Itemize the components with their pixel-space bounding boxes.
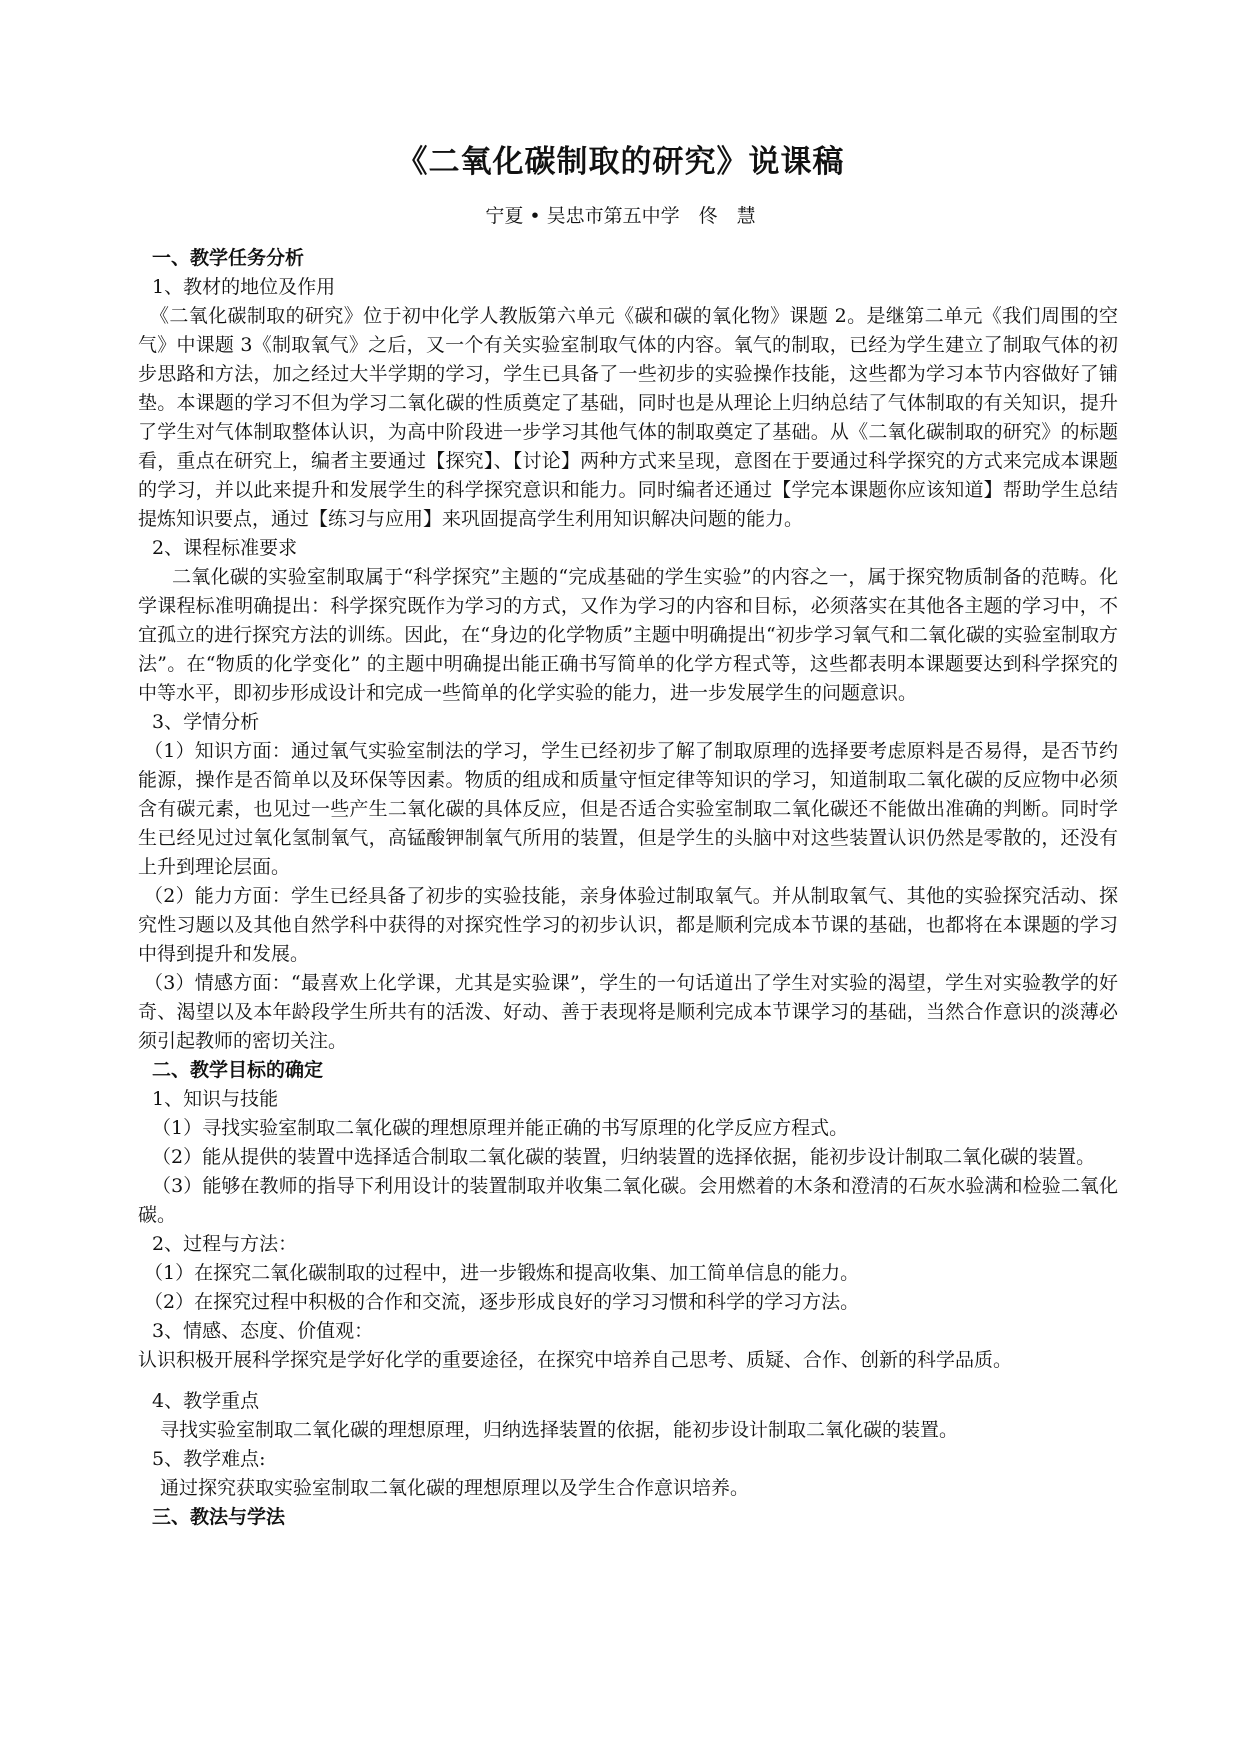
spacer: [138, 1375, 1118, 1387]
section-heading: 二、教学目标的确定: [152, 1059, 324, 1081]
subsection-heading: 2、课程标准要求: [152, 537, 298, 559]
author-line: 宁夏 • 吴忠市第五中学 佟 慧: [485, 205, 756, 227]
subsection-heading: 5、教学难点:: [152, 1448, 266, 1470]
paragraph: （3）情感方面：“最喜欢上化学课，尤其是实验课”，学生的一句话道出了学生对实验的渴望，学生对实验教学的好奇、渴望以及本年龄段学生所共有的活泼、好动、善于表现将是顺利完成本节课学习的基础，当然合作意识的淡薄必须引起教师的密切关注。: [138, 972, 1118, 1052]
subsection-heading: 2、过程与方法：: [152, 1233, 298, 1255]
subsection-heading: 1、教材的地位及作用: [152, 276, 336, 298]
subsection-heading: 3、情感、态度、价值观：: [152, 1320, 374, 1342]
paragraph: （2）能力方面：学生已经具备了初步的实验技能，亲身体验过制取氧气。并从制取氧气、其他的实验探究活动、探究性习题以及其他自然学科中获得的对探究性学习的初步认识，都是顺利完成本节课的基础，也都将在本课题的学习中得到提升和发展。: [138, 885, 1118, 965]
paragraph: 《二氧化碳制取的研究》位于初中化学人教版第六单元《碳和碳的氧化物》课题 2。是继第二单元《我们周围的空气》中课题 3《制取氧气》之后，又一个有关实验室制取气体的内容。氧气的制取，已经为学生建立了制取气体的初步思路和方法，加之经过大半学期的学习，学生已具备了一些初步的实验操作技能，这些都为学习本节内容做好了铺垫。本课题的学习不但为学习二氧化碳的性质奠定了基础，同时也是从理论上归纳总结了气体制取的有关知识，提升了学生对气体制取整体认识，为高中阶段进一步学习其他气体的制取奠定了基础。从《二氧化碳制取的研究》的标题看，重点在研究上，编者主要通过【探究】、【讨论】两种方式来呈现，意图在于要通过科学探究的方式来完成本课题的学习，并以此来提升和发展学生的科学探究意识和能力。同时编者还通过【学完本课题你应该知道】帮助学生总结提炼知识要点，通过【练习与应用】来巩固提高学生利用知识解决问题的能力。: [138, 305, 1118, 530]
paragraph: 二氧化碳的实验室制取属于“科学探究”主题的“完成基础的学生实验”的内容之一，属于探究物质制备的范畴。化学课程标准明确提出：科学探究既作为学习的方式，又作为学习的内容和目标，必须落实在其他各主题的学习中，不宜孤立的进行探究方法的训练。因此，在“身边的化学物质”主题中明确提出“初步学习氧气和二氧化碳的实验室制取方法”。在“物质的化学变化” 的主题中明确提出能正确书写简单的化学方程式等，这些都表明本课题要达到科学探究的中等水平，即初步形成设计和完成一些简单的化学实验的能力，进一步发展学生的问题意识。: [138, 566, 1118, 704]
document-body: [138, 244, 1118, 1532]
document-title: 《二氧化碳制取的研究》说课稿: [396, 144, 845, 180]
subsection-heading: 4、教学重点: [152, 1390, 260, 1412]
section-heading: 一、教学任务分析: [152, 247, 305, 269]
paragraph: （1）知识方面：通过氧气实验室制法的学习，学生已经初步了解了制取原理的选择要考虑原料是否易得，是否节约能源，操作是否简单以及环保等因素。物质的组成和质量守恒定律等知识的学习，知道制取二氧化碳的反应物中必须含有碳元素，也见过一些产生二氧化碳的具体反应，但是否适合实验室制取二氧化碳还不能做出准确的判断。同时学生已经见过过氧化氢制氧气，高锰酸钾制氧气所用的装置，但是学生的头脑中对这些装置认识仍然是零散的，还没有上升到理论层面。: [138, 740, 1118, 878]
paragraph: 通过探究获取实验室制取二氧化碳的理想原理以及学生合作意识培养。: [160, 1477, 750, 1499]
list-item: （1）寻找实验室制取二氧化碳的理想原理并能正确的书写原理的化学反应方程式。: [152, 1117, 849, 1139]
paragraph: 寻找实验室制取二氧化碳的理想原理，归纳选择装置的依据，能初步设计制取二氧化碳的装置。: [160, 1419, 959, 1441]
list-item: （3）能够在教师的指导下利用设计的装置制取并收集二氧化碳。会用燃着的木条和澄清的石灰水验满和检验二氧化碳。: [138, 1175, 1118, 1226]
paragraph: 认识积极开展科学探究是学好化学的重要途径，在探究中培养自己思考、质疑、合作、创新的科学品质。: [138, 1349, 1013, 1371]
list-item: （1）在探究二氧化碳制取的过程中，进一步锻炼和提高收集、加工简单信息的能力。: [144, 1262, 860, 1284]
section-heading: 三、教法与学法: [152, 1506, 286, 1528]
list-item: （2）能从提供的装置中选择适合制取二氧化碳的装置，归纳装置的选择依据，能初步设计制取二氧化碳的装置。: [152, 1146, 1096, 1168]
subsection-heading: 3、学情分析: [152, 711, 260, 733]
list-item: （2）在探究过程中积极的合作和交流，逐步形成良好的学习习惯和科学的学习方法。: [144, 1291, 860, 1313]
subsection-heading: 1、知识与技能: [152, 1088, 279, 1110]
